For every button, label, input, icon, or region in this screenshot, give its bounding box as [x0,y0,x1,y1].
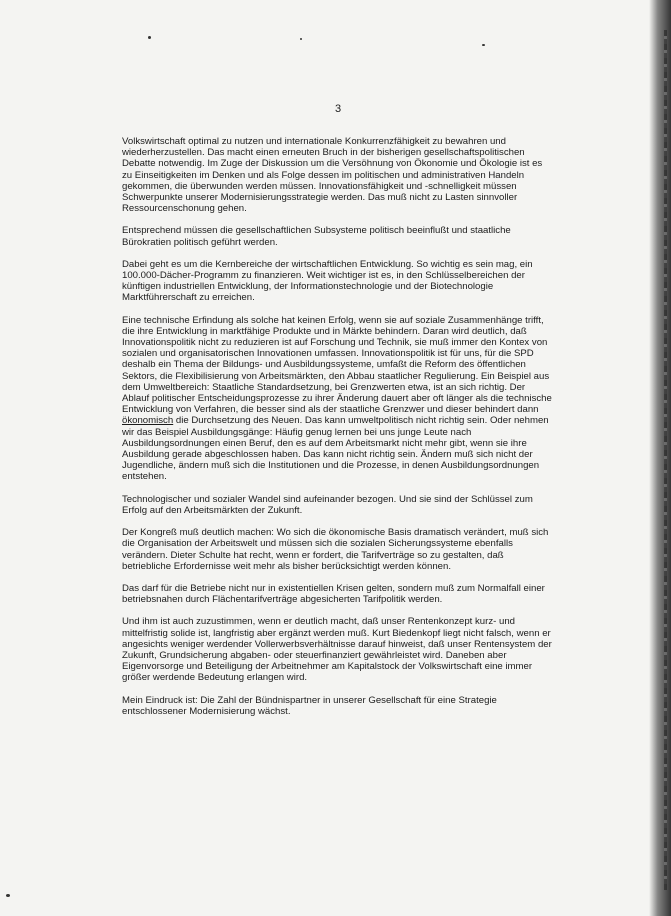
paragraph: Entsprechend müssen die gesellschaftlichen Subsysteme politisch beeinflußt und staatliche Bürokratien politisch geführt werden. [122,225,511,248]
paragraph-text: die Durchsetzung des Neuen. Das kann umweltpolitisch nicht richtig sein. Oder nehmen wir das Beispiel Ausbildungsgänge: Häufig genug lernen bei uns junge Leute nach Ausbildungsordnungen einen Beruf, den es auf dem Arbeitsmarkt nicht mehr gibt, wenn sie ihre Ausbildung gerade abgeschlossen haben. Das kann nicht richtig sein. Ändern muß sich nicht der Jugendliche, ändern muß sich die Institutionen und die Prozesse, in denen Ausbildungsordnungen entstehen. [122,415,549,483]
paragraph: Der Kongreß muß deutlich machen: Wo sich die ökonomische Basis dramatisch verändert, muß sich die Organisation der Arbeitswelt und müssen sich die sozialen Sicherungssysteme ebenfalls verändern. Dieter Schulte hat recht, wenn er fordert, die Tarifverträge so zu gestalten, daß betriebliche Erfordernisse weit mehr als bisher berücksichtigt werden können. [122,527,549,572]
paragraph: Technologischer und sozialer Wandel sind aufeinander bezogen. Und sie sind der Schlüssel zum Erfolg auf den Arbeitsmärkten der Zukunft. [122,493,533,516]
scan-speck [148,36,151,39]
paragraph: Das darf für die Betriebe nicht nur in existentiellen Krisen gelten, sondern muß zum Normalfall einer betriebsnahen durch Flächentarifverträge abgesicherten Tarifpolitik werden. [122,582,545,606]
scan-speck [300,38,302,40]
document-body [122,136,554,728]
underlined-word: ökonomisch [122,415,174,427]
scan-edge-shadow [649,0,671,916]
paragraph: Mein Eindruck ist: Die Zahl der Bündnispartner in unserer Gesellschaft für eine Strategie entschlossener Modernisierung wächst. [122,694,497,717]
paragraph-text: Eine technische Erfindung als solche hat keinen Erfolg, wenn sie auf soziale Zusammenhänge trifft, die ihre Entwicklung in marktfähige Produkte und in Märkte behindern. Daran wird deutlich, daß Innovationspolitik nicht zu reduzieren ist auf Forschung und Technik, sie muß immer den Kontex von sozialen und organisatorischen Innovationen umfassen. Innovationspolitik ist für uns, für die SPD deshalb ein Thema der Bildungs- und Ausbildungssysteme, umfaßt die Reform des öffentlichen Sektors, die Flexibilisierung von Arbeitsmärkten, den Abbau staatlicher Regulierung. Ein Beispiel aus dem Umweltbereich: Staatliche Standardsetzung, bei Grenzwerten etwa, ist an sich richtig. Der Ablauf politischer Entscheidungsprozesse zu ihrer Änderung dauert aber oft länger als die technische Entwicklung von Verfahren, die besser sind als der staatliche Grenzwer und dieser behindert dann [122,314,552,416]
page-number: 3 [335,103,342,115]
scan-speck [482,44,485,46]
paragraph: Dabei geht es um die Kernbereiche der wirtschaftlichen Entwicklung. So wichtig es sein mag, ein 100.000-Dächer-Programm zu finanzieren. Weit wichtiger ist es, in den Schlüsselbereichen der künftigen industriellen Entwicklung, der Informationstechnologie und der Biotechnologie Marktführerschaft zu erreichen. [122,258,533,304]
scan-speck [6,894,10,897]
paragraph: Volkswirtschaft optimal zu nutzen und internationale Konkurrenzfähigkeit zu bewahren und wiederherzustellen. Das macht einen erneuten Bruch in der bisherigen gesellschaftspolitischen Debatte notwendig. Im Zuge der Diskussion um die Versöhnung von Ökonomie und Ökologie ist es zu Einseitigkeiten im Denken und als Folge dessen im politischen und administrativen Handeln gekommen, die überwunden werden müssen. Innovationsfähigkeit und -schnelligkeit müssen Schwerpunkte unserer Modernisierungsstrategie werden. Das muß nicht zu Lasten sinnvoller Ressourcenschonung gehen. [122,136,543,215]
paragraph: Und ihm ist auch zuzustimmen, wenn er deutlich macht, daß unser Rentenkonzept kurz- und mittelfristig solide ist, langfristig aber ergänzt werden muß. Kurt Biedenkopf liegt nicht falsch, wenn er angesichts weniger werdender Vollerwerbsverhältnisse darauf hinweist, daß unser Rentensystem der Zukunft, Grundsicherung abgaben- oder steuerfinanziert gewährleistet wird. Daneben aber Eigenvorsorge und Beteiligung der Arbeitnehmer am Kapitalstock der Volkswirtschaft eine immer größer werdende Bedeutung erlangen wird. [122,616,552,684]
paragraph [122,315,554,483]
